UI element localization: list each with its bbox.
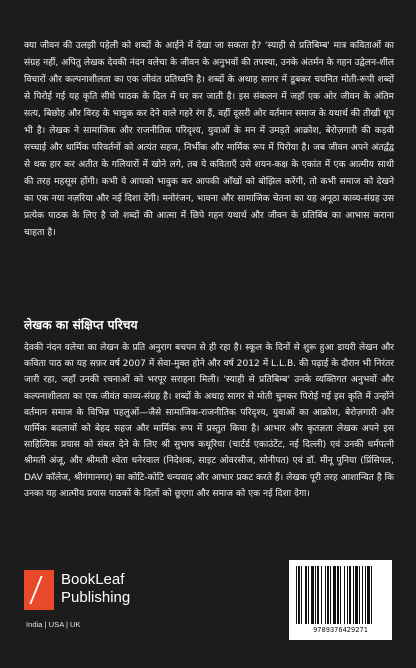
author-bio-paragraph: देवकी नंदन वलेचा का लेखन के प्रति अनुराग बचपन से ही रहा है। स्कूल के दिनों से शुरू हुआ डायरी लेखन और कविता पाठ का यह सफ़र वर्ष 2007 में सेवा-मुक्त होने और वर्ष 2012 में L.L.B. की पढ़ाई के दौरान भी निरंतर जारी रहा, जहाँ उनकी रचनाओं को भरपूर सराहना मिली। 'स्याही से प्रतिबिम्ब' उनके व्यक्तिगत अनुभवों और कल्पनाशीलता का एक जीवंत काव्य-संग्रह है। शब्दों के अथाह सागर से मोती चुनकर पिरोई गई इस कृति में उन्होंने वर्तमान समाज के विभिन्न पहलुओं—जैसे सामाजिक-राजनीतिक परिदृश्य, युवाओं का आक्रोश, बेरोज़गारी और धार्मिक बदलावों को बेहद सहज और मार्मिक रूप में प्रस्तुत किया है। आभार और कृतज्ञता लेखक अपने इस साहित्यिक प्रयास को संबल देने के लिए श्री सुभाष कथूरिया (चार्टर्ड एकाउंटेंट, नई दिल्ली) एवं उनकी धर्मपत्नी श्रीमती अंजू, और श्रीमती श्वेता धनेरवाल (निदेशक, साइट ओवरसीज, सोनीपत) एवं डॉ. मीनू पुनिया (प्रिंसिपल, DAV कॉलेज, श्रीगंगानगर) का कोटि-कोटि धन्यवाद और आभार प्रकट करते हैं। लेखक पूरी तरह आशान्वित है कि उनका यह आत्मीय प्रयास पाठकों के दिलों को छूएगा और समाज को एक नई दिशा देगा। bbox=[24, 343, 394, 499]
publisher-mark-icon bbox=[24, 570, 54, 610]
publisher-regions: India | USA | UK bbox=[26, 620, 81, 629]
publisher-name-line1: BookLeaf bbox=[61, 571, 125, 588]
barcode-icon bbox=[294, 566, 387, 624]
isbn-number: 9789376429271 bbox=[313, 626, 368, 634]
isbn-barcode-box bbox=[289, 560, 392, 640]
publisher-logo bbox=[24, 570, 154, 650]
publisher-name-line2: Publishing bbox=[61, 589, 131, 606]
blurb-paragraph: क्या जीवन की उलझी पहेली को शब्दों के आईने में देखा जा सकता है? 'स्याही से प्रतिबिम्ब' मात्र कविताओं का संग्रह नहीं, अपितु लेखक देवकी नंदन वलेचा के जीवन के अनुभवों की तपस्या, उनके अंतर्मन के गहन उद्वेलन-शील विचारों और कल्पनाशीलता का एक जीवंत प्रतिध्वनि है। शब्दों के अथाह सागर में डूबकर चयनित मोती-रूपी शब्दों से पिरोई गई यह कृति सीधे पाठक के दिल में घर कर जाती है। इस संकलन में जहाँ एक ओर जीवन के अंतिम सत्य, बिछोह और विरह के भावुक कर देने वाले गहरे रंग हैं, वहीं दूसरी ओर वर्तमान समाज के यथार्थ की तीखी धूप भी है। लेखक ने सामाजिक और राजनीतिक परिदृश्य, युवाओं के मन में उमड़ते आक्रोश, बेरोज़गारी की कड़वी सच्चाई और धार्मिक परिवर्तनों को अत्यंत सहज, निर्भीक और मार्मिक रूप में पिरोया है। जब जीवन अपने अंतर्द्वंद्व से थक हार कर अतीत के गलियारों में खोने लगे, तब ये कविताएँ उसे शयन-कक्ष के एकांत में एक आत्मीय साथी की तरह महसूस होंगी। कभी ये आपको भावुक कर आपकी आँखों को बोझिल करेंगी, तो कभी समाज को देखने का एक नया नज़रिया और नई दिशा देंगी। मनोरंजन, भावना और सामाजिक चेतना का यह अनूठा काव्य-संग्रह उस प्रत्येक पाठक के लिए है जो शब्दों की आत्मा में छिपे गहन यथार्थ और जीवन के प्रतिबिंब का आभास कराना चाहता है। bbox=[24, 41, 394, 238]
author-bio-heading: लेखक का संक्षिप्त परिचय bbox=[24, 318, 138, 332]
